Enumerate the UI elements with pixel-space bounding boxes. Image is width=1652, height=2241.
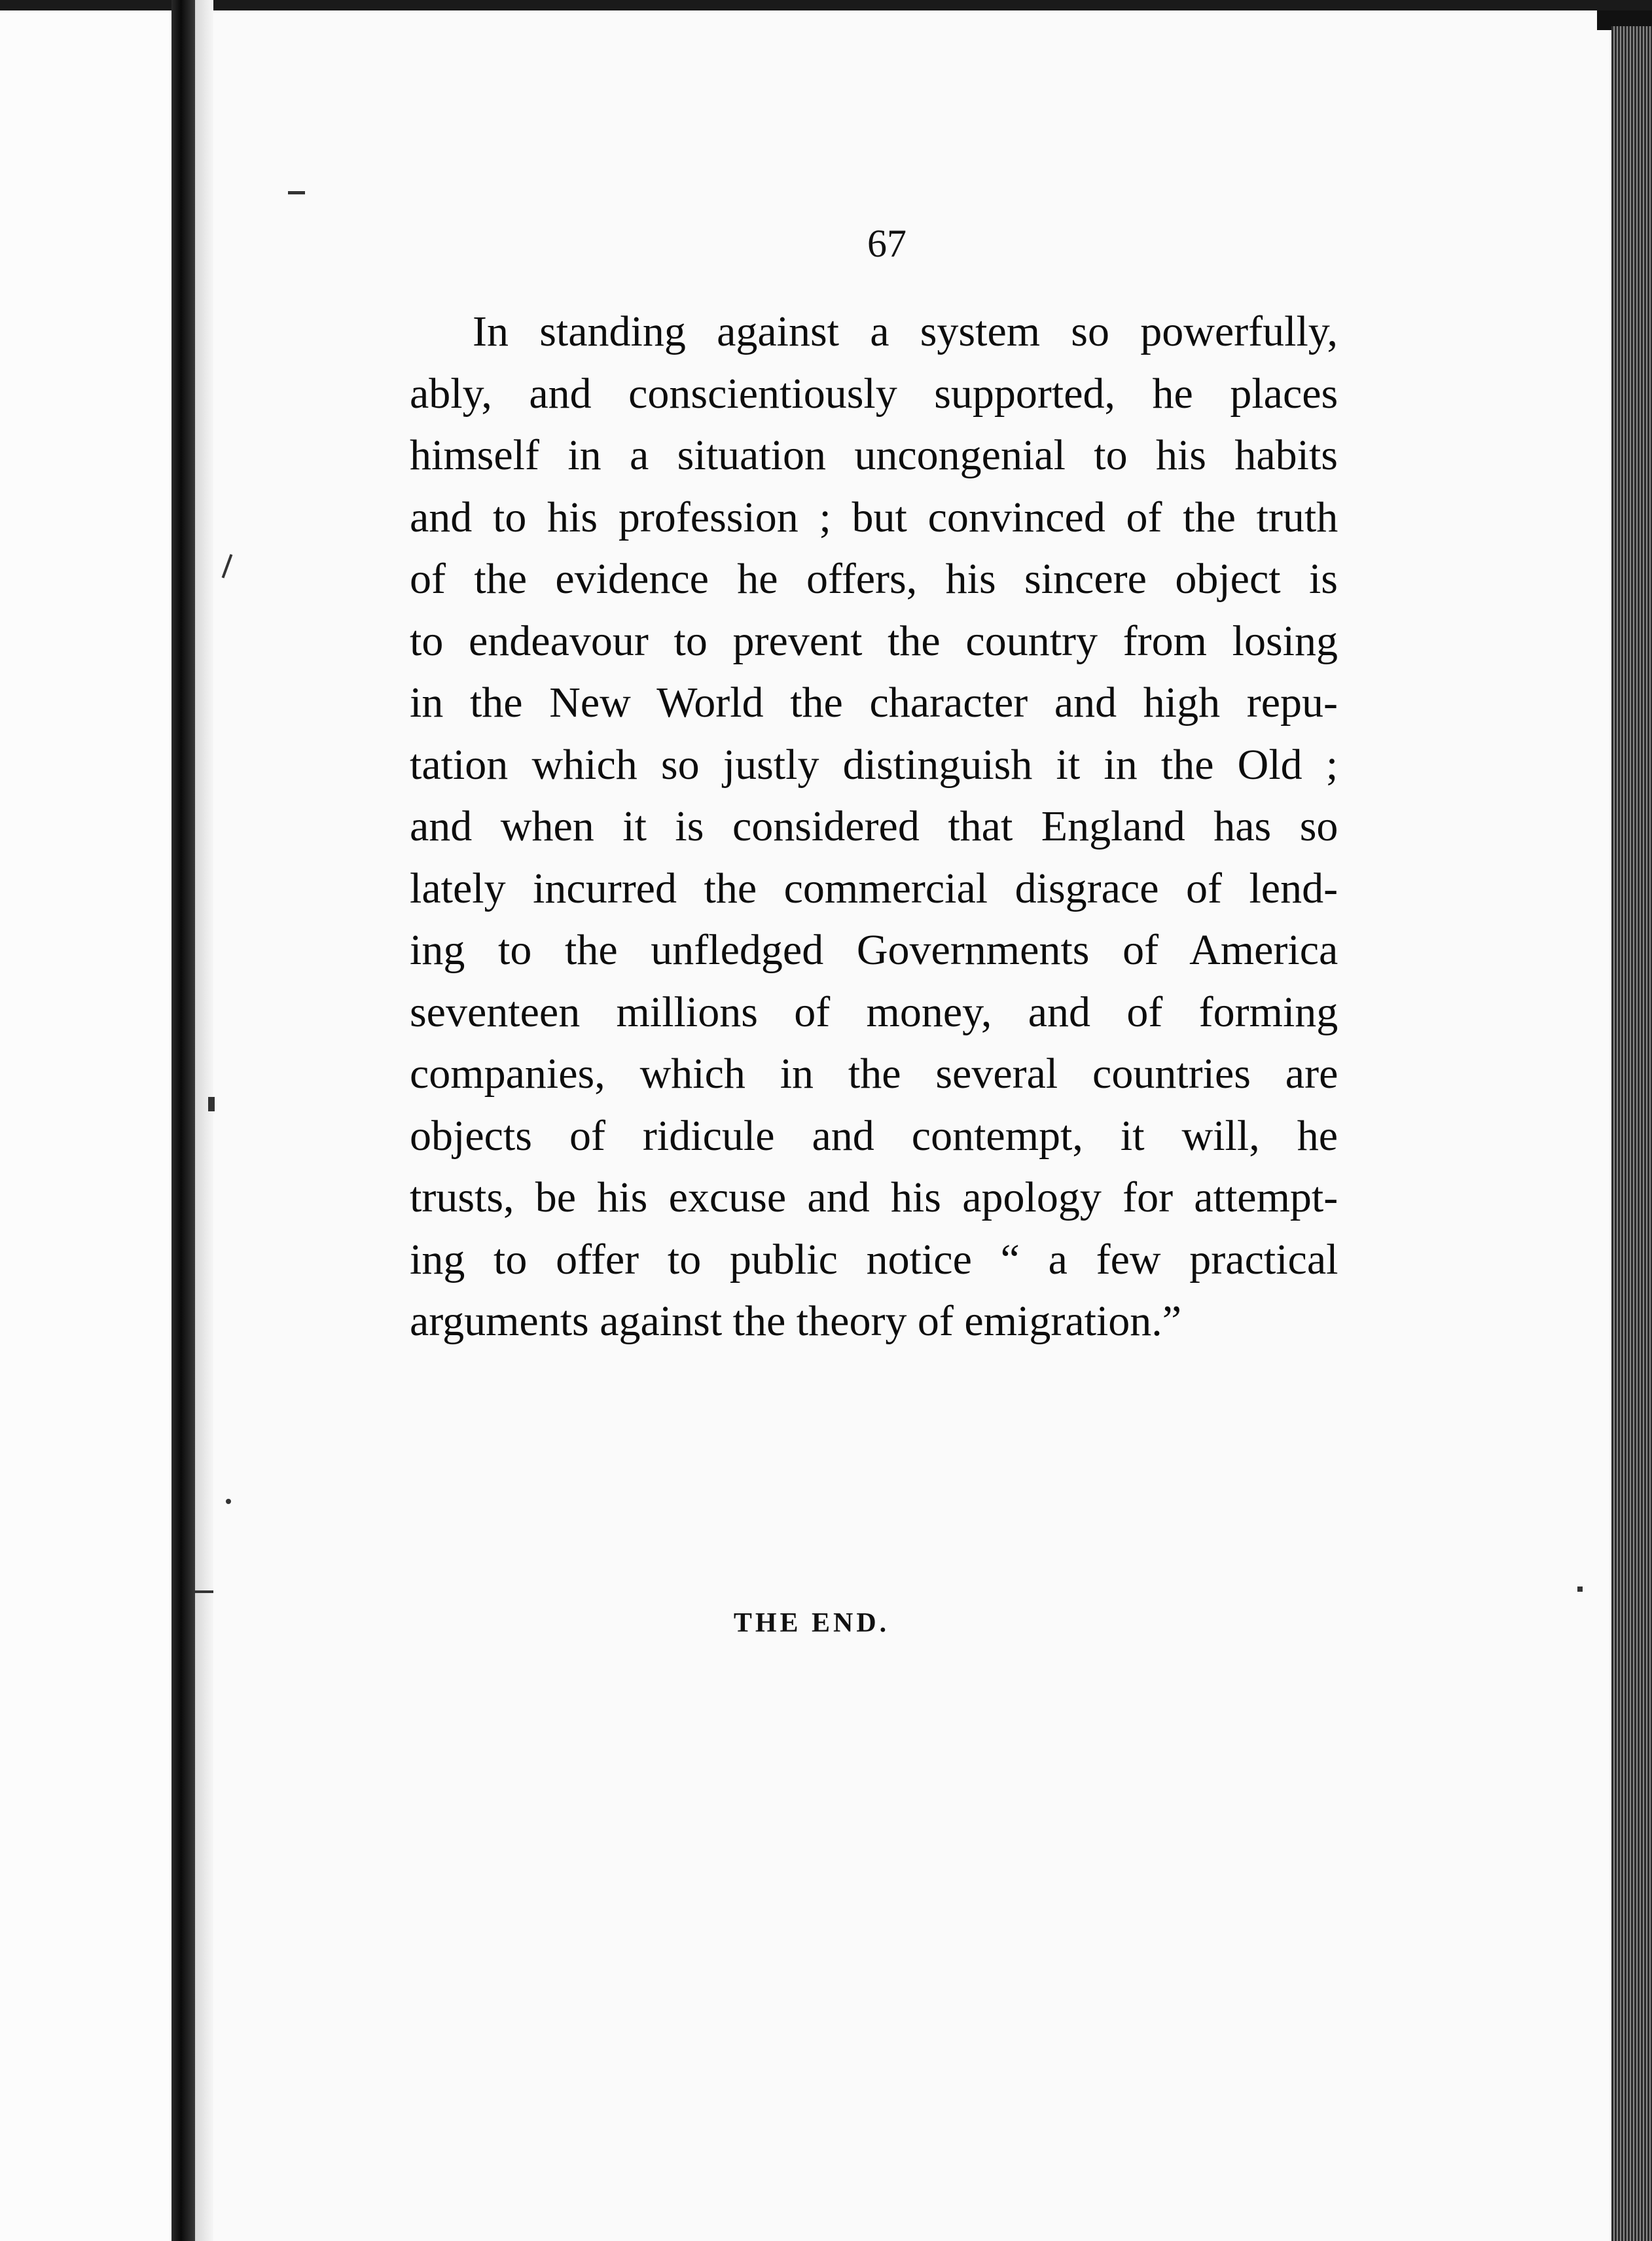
book-fore-edge: [1611, 26, 1652, 2241]
text-line: ably, and conscientiously supported, he places: [410, 369, 1338, 418]
text-line: seventeen millions of money, and of forming: [410, 988, 1338, 1036]
text-line: and when it is considered that England has so: [410, 802, 1338, 850]
text-line: objects of ridicule and contempt, it will, he: [410, 1111, 1338, 1160]
text-line: companies, which in the several countries are: [410, 1050, 1338, 1098]
text-line: in the New World the character and high repu-: [410, 679, 1338, 726]
scan-speck: [208, 1097, 215, 1111]
scan-speck: [194, 1590, 213, 1593]
text-line: arguments against the theory of emigration.”: [410, 1297, 1182, 1345]
text-line: ing to the unfledged Governments of America: [410, 926, 1338, 974]
text-line: of the evidence he offers, his sincere object is: [410, 555, 1338, 603]
body-paragraph: [410, 301, 1338, 1353]
text-line: himself in a situation uncongenial to his habits: [410, 431, 1338, 479]
text-line: to endeavour to prevent the country from losing: [410, 617, 1338, 665]
text-line: trusts, be his excuse and his apology for attempt-: [410, 1174, 1338, 1221]
text-line: In standing against a system so powerfully,: [473, 308, 1338, 355]
text-line: and to his profession ; but convinced of the truth: [410, 493, 1338, 541]
page-number: 67: [867, 222, 907, 265]
text-line: tation which so justly distinguish it in the Old ;: [410, 740, 1338, 789]
scan-speck: [288, 191, 305, 194]
scan-speck: [226, 1499, 231, 1504]
closing-text: THE END.: [733, 1608, 890, 1638]
scan-top-edge: [0, 0, 1652, 10]
scan-speck: [1577, 1587, 1583, 1592]
text-line: lately incurred the commercial disgrace of lend-: [410, 864, 1338, 912]
facing-page-edge: [0, 10, 171, 2241]
text-line: ing to offer to public notice “ a few practical: [410, 1235, 1338, 1283]
gutter-shadow: [195, 0, 213, 2241]
book-gutter: [171, 0, 195, 2241]
